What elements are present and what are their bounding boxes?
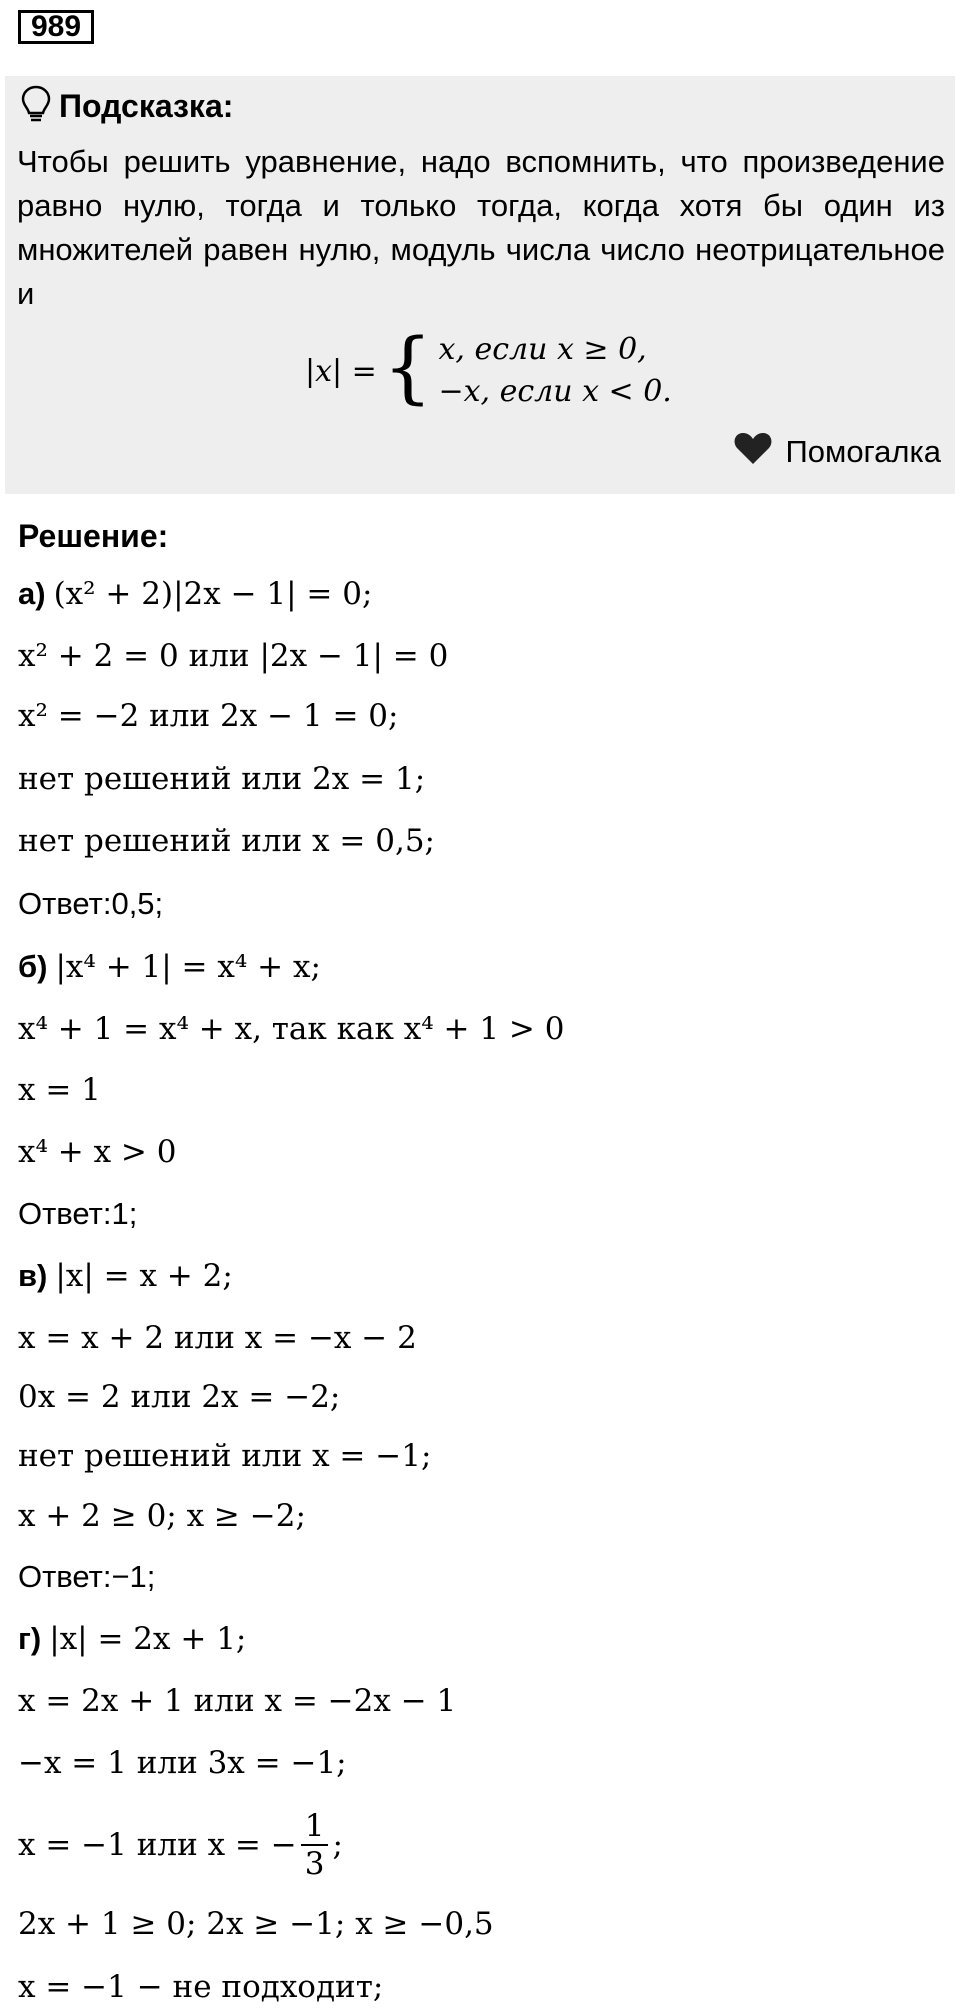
solution-line: [18, 1438, 431, 1474]
solution-text: x⁴ + 1 = x⁴ + x, так как x⁴ + 1 > 0: [18, 1011, 565, 1047]
solution-text: x = −1 или x = −: [18, 1827, 297, 1863]
solution-line: [18, 1320, 417, 1356]
part-label: г): [18, 1621, 42, 1656]
brace-icon: {: [382, 323, 433, 413]
solution-line: [18, 1906, 494, 1942]
formula-cases: [438, 329, 671, 413]
solution-line: [18, 1559, 155, 1595]
solution-line: [18, 949, 321, 985]
solution-text: Ответ:−1;: [18, 1559, 156, 1594]
brand-name: Помогалка: [785, 434, 941, 469]
fraction-suffix: ;: [332, 1827, 343, 1863]
solution-line: [18, 886, 163, 922]
solution-text: x² = −2 или 2x − 1 = 0;: [18, 698, 399, 734]
solution-text: |x| = 2x + 1;: [49, 1621, 247, 1657]
solution-text: x = x + 2 или x = −x − 2: [18, 1320, 417, 1356]
hint-header: [21, 86, 233, 126]
solution-text: x + 2 ≥ 0; x ≥ −2;: [18, 1498, 306, 1534]
fraction-denominator: 3: [304, 1846, 325, 1882]
solution-line: [18, 823, 435, 859]
solution-line: [18, 1379, 340, 1415]
solution-line: [18, 1196, 137, 1232]
solution-text: x² + 2 = 0 или |2x − 1| = 0: [18, 638, 449, 674]
solution-line: [18, 1808, 343, 1882]
solution-text: x = 1: [18, 1072, 101, 1108]
fraction: [301, 1808, 329, 1882]
solution-text: нет решений или x = −1;: [18, 1438, 432, 1474]
solution-text: |x⁴ + 1| = x⁴ + x;: [55, 949, 321, 985]
solution-line: [18, 1683, 456, 1719]
solution-text: Ответ:1;: [18, 1196, 138, 1231]
solution-line: [18, 1258, 233, 1294]
solution-line: [18, 1011, 564, 1047]
solution-title: Решение:: [18, 518, 169, 554]
formula-case-1: x, если x ≥ 0,: [438, 332, 647, 367]
formula-case-2: −x, если x < 0.: [438, 374, 672, 409]
part-label: в): [18, 1258, 48, 1293]
solution-text: −x = 1 или 3x = −1;: [18, 1745, 347, 1781]
problem-number: 989: [18, 10, 94, 44]
heart-icon: [733, 430, 773, 474]
solution-line: [18, 1621, 246, 1657]
solution-text: x = 2x + 1 или x = −2x − 1: [18, 1683, 457, 1719]
part-label: б): [18, 949, 48, 984]
hint-title: Подсказка:: [59, 87, 234, 124]
solution-text: (x² + 2)|2x − 1| = 0;: [53, 576, 373, 612]
solution-line: [18, 698, 398, 734]
solution-line: [18, 1498, 306, 1534]
formula-lhs: |x| =: [305, 353, 377, 389]
solution-line: [18, 638, 448, 674]
solution-text: |x| = x + 2;: [55, 1258, 233, 1294]
solution-line: [18, 1969, 383, 2005]
solution-text: 0x = 2 или 2x = −2;: [18, 1379, 341, 1415]
solution-line: [18, 576, 372, 612]
solution-text: нет решений или x = 0,5;: [18, 823, 435, 859]
solution-line: [18, 1134, 176, 1170]
part-label: а): [18, 576, 46, 611]
solution-line: [18, 761, 425, 797]
hint-box: [5, 76, 955, 494]
solution-text: x = −1 − не подходит;: [18, 1969, 384, 2005]
solution-text: нет решений или 2x = 1;: [18, 761, 426, 797]
abs-formula: [305, 323, 672, 416]
lightbulb-icon: [21, 85, 51, 128]
hint-text: Чтобы решить уравнение, надо вспомнить, что произведение равно нулю, тогда и только тогда, когда хотя бы один из множителей равен нулю, модуль числа число неотрицательное и: [17, 144, 945, 311]
solution-text: Ответ:0,5;: [18, 886, 164, 921]
solution-text: x⁴ + x > 0: [18, 1134, 177, 1170]
solution-text: 2x + 1 ≥ 0; 2x ≥ −1; x ≥ −0,5: [18, 1906, 494, 1942]
brand: [733, 430, 941, 474]
solution-line: [18, 1072, 101, 1108]
fraction-numerator: 1: [301, 1808, 329, 1846]
solution-line: [18, 1745, 347, 1781]
